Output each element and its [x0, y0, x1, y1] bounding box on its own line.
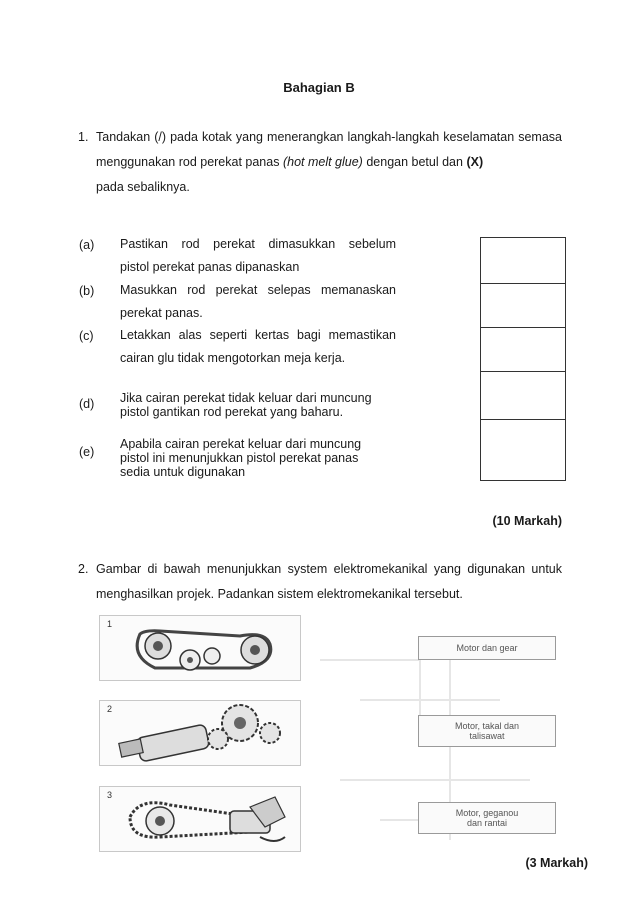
item-e-line1: Apabila cairan perekat keluar dari muncung [120, 437, 362, 451]
item-b-line1: Masukkan rod perekat selepas memanaskan [120, 283, 396, 297]
image-2-number: 2 [107, 704, 113, 714]
item-a-line2: pistol perekat panas dipanaskan [120, 260, 300, 274]
q1-text-part-a: Tandakan (/) pada kotak yang menerangkan langkah-langkah keselamatan semasa menggunakan rod perekat panas [96, 130, 562, 169]
item-c-line2: cairan glu tidak mengotorkan meja kerja. [120, 351, 346, 365]
belt-pulley-icon [100, 616, 300, 680]
answer-choice-1[interactable] [418, 636, 556, 660]
answer-choice-1-text: Motor dan gear [456, 643, 518, 653]
item-b-label: (b) [79, 284, 95, 298]
item-a-text [120, 233, 396, 279]
answer-box-d[interactable] [480, 371, 566, 419]
answer-box-b[interactable] [480, 283, 566, 327]
image-1-number: 1 [107, 619, 113, 629]
answer-choice-2-line2: talisawat [469, 731, 505, 741]
q1-text-italic: (hot melt glue) [282, 155, 363, 169]
q1-text-part-b: dengan betul dan [366, 155, 463, 169]
q1-text-x: (X) [466, 155, 484, 169]
item-b-line2: perekat panas. [120, 306, 203, 320]
image-panel-2 [99, 700, 301, 766]
item-a-label: (a) [79, 238, 95, 252]
item-e-text [120, 437, 396, 479]
item-d-line2: pistol gantikan rod perekat yang baharu. [120, 405, 344, 419]
item-e-line3: sedia untuk digunakan [120, 465, 246, 479]
answer-box-e[interactable] [480, 419, 566, 481]
answer-choice-3[interactable] [418, 802, 556, 834]
section-title: Bahagian B [283, 80, 355, 95]
image-panel-3 [99, 786, 301, 852]
item-e-label: (e) [79, 445, 95, 459]
q2-marks: (3 Markah) [525, 856, 588, 870]
q1-marks: (10 Markah) [492, 514, 562, 528]
item-d-label: (d) [79, 397, 95, 411]
chain-sprocket-icon [100, 787, 300, 851]
answer-choice-2[interactable] [418, 715, 556, 747]
answer-choice-3-line1: Motor, geganou [455, 808, 519, 818]
item-c-line1: Letakkan alas seperti kertas bagi memastikan [120, 328, 396, 342]
answer-choice-3-line2: dan rantai [466, 818, 508, 828]
item-d-text [120, 391, 396, 419]
item-e-line2: pistol ini menunjukkan pistol perekat panas [120, 451, 359, 465]
answer-choice-2-line1: Motor, takal dan [454, 721, 520, 731]
motor-gear-icon [100, 701, 300, 765]
question-2-number: 2. [78, 562, 89, 576]
answer-box-a[interactable] [480, 237, 566, 283]
question-1-text [96, 125, 562, 200]
answer-box-c[interactable] [480, 327, 566, 371]
item-d-line1: Jika cairan perekat tidak keluar dari muncung [120, 391, 372, 405]
image-panel-1 [99, 615, 301, 681]
item-c-label: (c) [79, 329, 94, 343]
item-a-line1: Pastikan rod perekat dimasukkan sebelum [120, 237, 396, 251]
image-3-number: 3 [107, 790, 113, 800]
question-1-number: 1. [78, 130, 89, 144]
item-c-text [120, 324, 396, 370]
q1-text-part-c: pada sebaliknya. [96, 180, 190, 194]
item-b-text [120, 279, 396, 325]
question-2-text: Gambar di bawah menunjukkan system elektromekanikal yang digunakan untuk menghasilkan projek. Padankan sistem elektromekanikal tersebut. [96, 562, 562, 601]
